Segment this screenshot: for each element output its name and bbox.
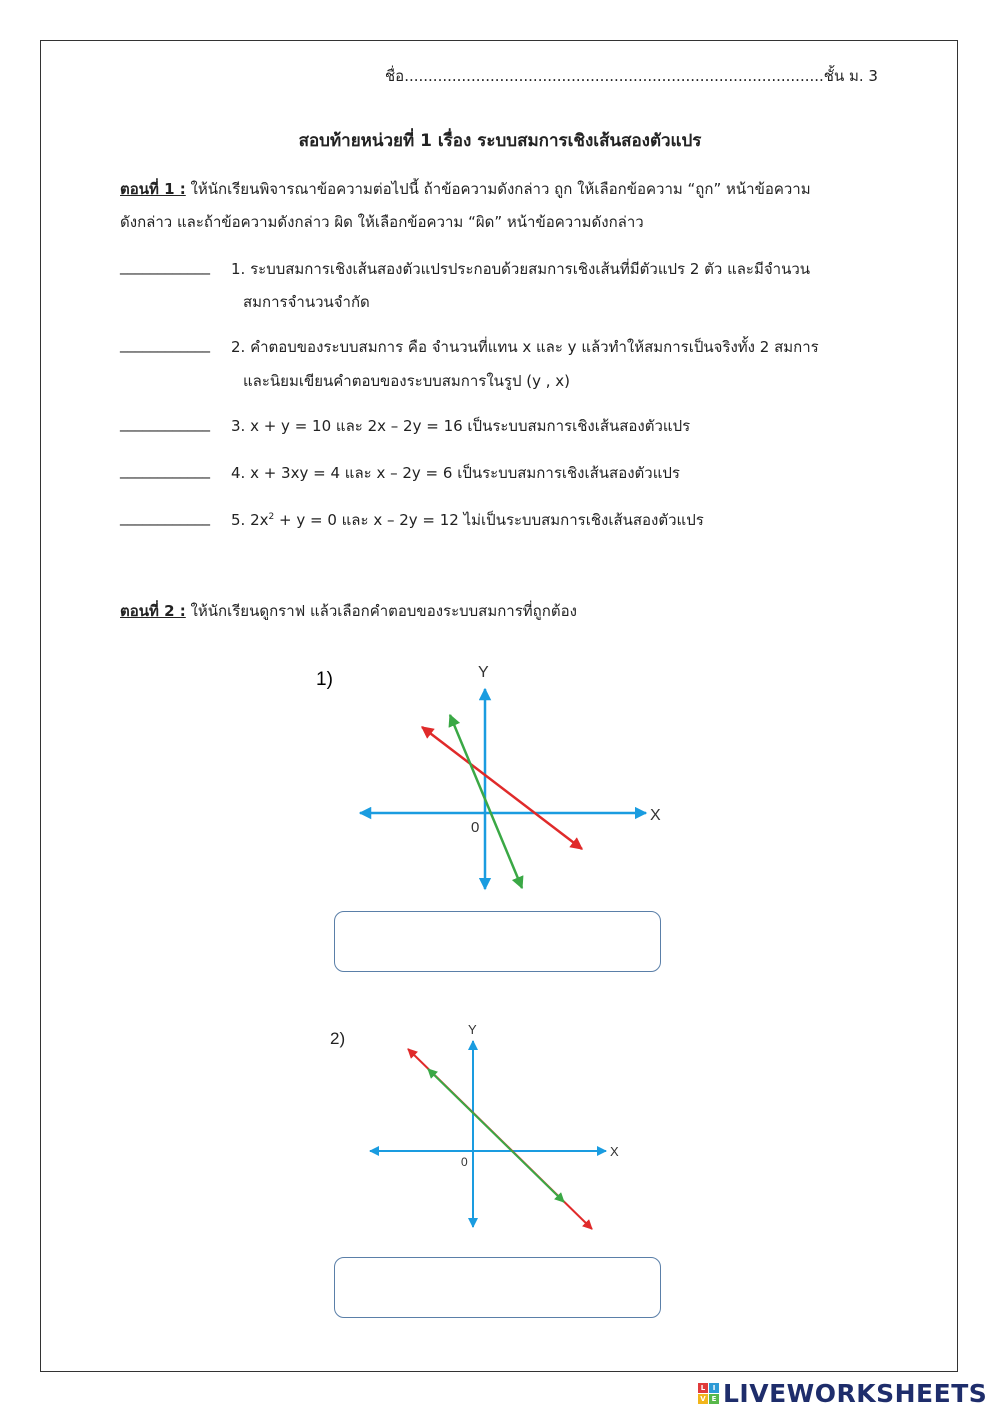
liveworksheets-icon — [698, 1383, 719, 1404]
graph-2-origin-label: 0 — [461, 1155, 468, 1169]
item-1-text-cont: สมการจำนวนจำกัด — [243, 293, 370, 311]
part1-instruction-line2: ดังกล่าว และถ้าข้อความดังกล่าว ผิด ให้เลือกข้อความ “ผิด” หน้าข้อความดังกล่าว — [120, 213, 644, 231]
graph-1-y-label: Y — [478, 664, 489, 681]
part1-instruction — [120, 177, 811, 201]
graph-1 — [300, 655, 700, 900]
graph-1-answer-box[interactable] — [334, 911, 661, 972]
item-5-superscript: 2 — [268, 512, 275, 522]
part2-instruction-text: ให้นักเรียนดูกราฟ แล้วเลือกคำตอบของระบบสมการที่ถูกต้อง — [185, 602, 577, 620]
name-class-line: ชื่อ........................................................................................ชั้น ม. 3 — [385, 67, 878, 85]
item-1-text: 1. ระบบสมการเชิงเส้นสองตัวแปรประกอบด้วยสมการเชิงเส้นที่มีตัวแปร 2 ตัว และมีจำนวน — [231, 260, 811, 278]
graph-1-red-line — [422, 727, 582, 849]
graph-2-y-label: Y — [468, 1022, 477, 1037]
logo-cell-e: E — [709, 1394, 719, 1404]
graph-2 — [300, 1015, 640, 1240]
graph-2-x-label: X — [610, 1144, 619, 1159]
liveworksheets-brand: LIVEWORKSHEETS — [723, 1378, 988, 1408]
graph-1-origin-label: 0 — [471, 819, 480, 836]
item-3-text: 3. x + y = 10 และ 2x – 2y = 16 เป็นระบบสมการเชิงเส้นสองตัวแปร — [231, 417, 691, 435]
part1-instruction-line1: ให้นักเรียนพิจารณาข้อความต่อไปนี้ ถ้าข้อความดังกล่าว ถูก ให้เลือกข้อความ “ถูก” หน้าข้อความ — [185, 180, 811, 198]
graph-1-x-label: X — [650, 807, 661, 824]
logo-cell-l: L — [698, 1383, 708, 1393]
answer-blank-4[interactable]: ____________ — [120, 461, 210, 479]
liveworksheets-logo — [698, 1378, 987, 1408]
graph-2-green-line — [428, 1069, 564, 1202]
item-2-text-cont: และนิยมเขียนคำตอบของระบบสมการในรูป (y , x) — [243, 372, 571, 390]
part2-instruction — [120, 599, 577, 623]
part2-label: ตอนที่ 2 : — [120, 602, 186, 620]
answer-blank-1[interactable]: ____________ — [120, 257, 210, 275]
part1-label: ตอนที่ 1 : — [120, 180, 186, 198]
graph-2-answer-box[interactable] — [334, 1257, 661, 1318]
item-5-text-pre: 5. 2x — [231, 511, 269, 529]
item-5-text-post: + y = 0 และ x – 2y = 12 ไม่เป็นระบบสมการเชิงเส้นสองตัวแปร — [274, 511, 704, 529]
logo-cell-i: I — [709, 1383, 719, 1393]
worksheet-title: สอบท้ายหน่วยที่ 1 เรื่อง ระบบสมการเชิงเส้นสองตัวแปร — [298, 131, 702, 151]
answer-blank-3[interactable]: ____________ — [120, 414, 210, 432]
logo-cell-v: V — [698, 1394, 708, 1404]
answer-blank-5[interactable]: ____________ — [120, 508, 210, 526]
item-5-text — [231, 508, 704, 532]
item-2-text: 2. คำตอบของระบบสมการ คือ จำนวนที่แทน x และ y แล้วทำให้สมการเป็นจริงทั้ง 2 สมการ — [231, 338, 819, 356]
answer-blank-2[interactable]: ____________ — [120, 335, 210, 353]
graph-2-number: 2) — [330, 1029, 346, 1048]
item-4-text: 4. x + 3xy = 4 และ x – 2y = 6 เป็นระบบสมการเชิงเส้นสองตัวแปร — [231, 464, 680, 482]
graph-1-number: 1) — [316, 669, 333, 690]
